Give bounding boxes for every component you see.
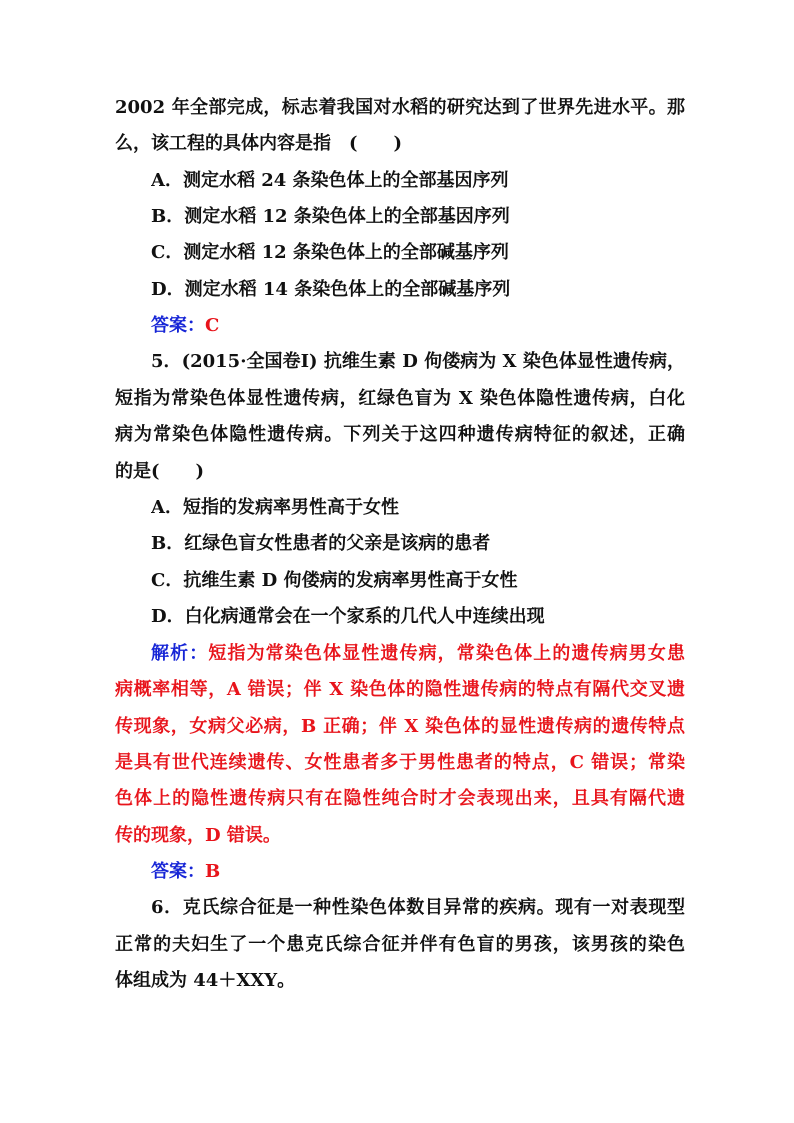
- q5-analysis-line-2: 病概率相等，A 错误；伴 X 染色体的隐性遗传病的特点有隔代交叉遗: [115, 679, 685, 700]
- q5-option-a: A．短指的发病率男性高于女性: [151, 497, 399, 518]
- q4-option-a: A．测定水稻 24 条染色体上的全部基因序列: [151, 170, 509, 191]
- q4-option-b: B．测定水稻 12 条染色体上的全部基因序列: [151, 206, 510, 227]
- q5-stem-line-3: 病为常染色体隐性遗传病。下列关于这四种遗传病特征的叙述，正确: [115, 424, 685, 445]
- q5-analysis-line-6: 传的现象，D 错误。: [115, 825, 281, 846]
- q5-stem-line-4: 的是( ): [115, 461, 205, 482]
- q5-analysis-label: 解析：: [151, 643, 209, 664]
- q4-stem-line-1: 2002 年全部完成，标志着我国对水稻的研究达到了世界先进水平。那: [115, 97, 685, 118]
- q5-answer-value: B: [205, 861, 221, 882]
- q5-analysis-line-3: 传现象，女病父必病，B 正确；伴 X 染色体的显性遗传病的遗传特点: [115, 716, 685, 737]
- q5-analysis-line-1: [151, 636, 685, 672]
- q5-analysis-line-5: 色体上的隐性遗传病只有在隐性纯合时才会表现出来，且具有隔代遗: [115, 788, 685, 809]
- q5-answer-label: 答案：: [151, 861, 205, 882]
- q5-stem-line-1: 5．(2015·全国卷Ⅰ) 抗维生素 D 佝偻病为 X 染色体显性遗传病，: [151, 351, 685, 372]
- q5-stem-line-2: 短指为常染色体显性遗传病，红绿色盲为 X 染色体隐性遗传病，白化: [115, 388, 685, 409]
- q6-stem-line-3: 体组成为 44＋XXY。: [115, 970, 296, 991]
- q4-option-c: C．测定水稻 12 条染色体上的全部碱基序列: [151, 242, 509, 263]
- q5-option-b: B．红绿色盲女性患者的父亲是该病的患者: [151, 533, 491, 554]
- q5-analysis-line-4: 是具有世代连续遗传、女性患者多于男性患者的特点，C 错误；常染: [115, 752, 685, 773]
- q5-analysis-text-1: 短指为常染色体显性遗传病，常染色体上的遗传病男女患: [208, 643, 685, 664]
- q4-answer-label: 答案：: [151, 315, 205, 336]
- q5-option-d: D．白化病通常会在一个家系的几代人中连续出现: [151, 606, 545, 627]
- q5-option-c: C．抗维生素 D 佝偻病的发病率男性高于女性: [151, 570, 518, 591]
- q4-answer-value: C: [205, 315, 220, 336]
- q4-answer: [151, 308, 685, 344]
- q4-option-d: D．测定水稻 14 条染色体上的全部碱基序列: [151, 279, 511, 300]
- q5-answer: [151, 854, 685, 890]
- q6-stem-line-1: 6．克氏综合征是一种性染色体数目异常的疾病。现有一对表现型: [151, 897, 685, 918]
- q4-stem-line-2: 么，该工程的具体内容是指 ( ): [115, 133, 403, 154]
- q6-stem-line-2: 正常的夫妇生了一个患克氏综合征并伴有色盲的男孩，该男孩的染色: [115, 934, 685, 955]
